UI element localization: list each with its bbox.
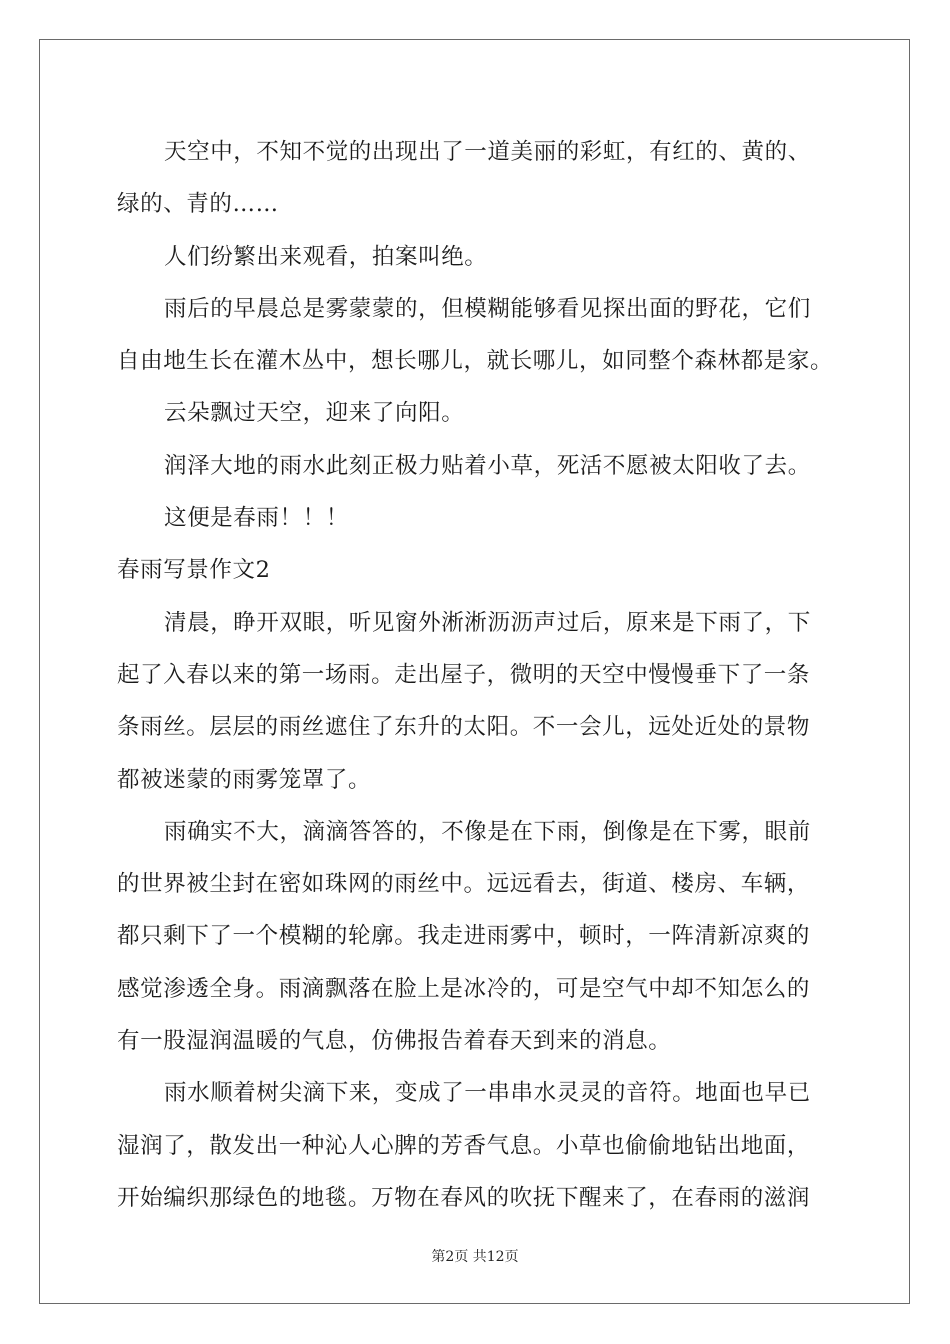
text-line: 天空中，不知不觉的出现出了一道美丽的彩虹，有红的、黄的、: [164, 139, 811, 165]
text-line: 这便是春雨！！！: [164, 505, 349, 532]
text-line: 的世界被尘封在密如珠网的雨丝中。远远看去，街道、楼房、车辆，: [117, 871, 811, 898]
section-heading: 春雨写景作文2: [117, 557, 271, 584]
text-line: 润泽大地的雨水此刻正极力贴着小草，死活不愿被太阳收了去。: [164, 452, 811, 479]
text-line: 雨确实不大，滴滴答答的，不像是在下雨，倒像是在下雾，眼前: [164, 818, 811, 845]
document-body: [117, 126, 837, 1224]
text-line: 绿的、青的……: [117, 191, 279, 218]
text-line: 人们纷繁出来观看，拍案叫绝。: [164, 243, 488, 270]
text-line: 条雨丝。层层的雨丝遮住了东升的太阳。不一会儿，远处近处的景物: [117, 714, 811, 741]
page-footer: 第2页 共12页: [431, 1249, 519, 1265]
text-line: 云朵飘过天空，迎来了向阳。: [164, 400, 465, 427]
text-line: 都被迷蒙的雨雾笼罩了。: [117, 766, 372, 793]
text-line: 有一股湿润温暖的气息，仿佛报告着春天到来的消息。: [117, 1028, 672, 1055]
text-line: 起了入春以来的第一场雨。走出屋子，微明的天空中慢慢垂下了一条: [117, 661, 811, 688]
text-line: 开始编织那绿色的地毯。万物在春风的吹抚下醒来了，在春雨的滋润: [117, 1184, 811, 1211]
text-line: 自由地生长在灌木丛中，想长哪儿，就长哪儿，如同整个森林都是家。: [117, 348, 834, 375]
text-line: 都只剩下了一个模糊的轮廓。我走进雨雾中，顿时，一阵清新凉爽的: [117, 923, 811, 950]
text-line: 雨水顺着树尖滴下来，变成了一串串水灵灵的音符。地面也早已: [164, 1080, 811, 1107]
text-line: 清晨，睁开双眼，听见窗外淅淅沥沥声过后，原来是下雨了，下: [164, 609, 811, 636]
text-line: 湿润了，散发出一种沁人心脾的芳香气息。小草也偷偷地钻出地面，: [117, 1132, 811, 1159]
text-line: 感觉渗透全身。雨滴飘落在脸上是冰冷的，可是空气中却不知怎么的: [117, 975, 811, 1002]
text-line: 雨后的早晨总是雾蒙蒙的，但模糊能够看见探出面的野花，它们: [164, 295, 811, 322]
